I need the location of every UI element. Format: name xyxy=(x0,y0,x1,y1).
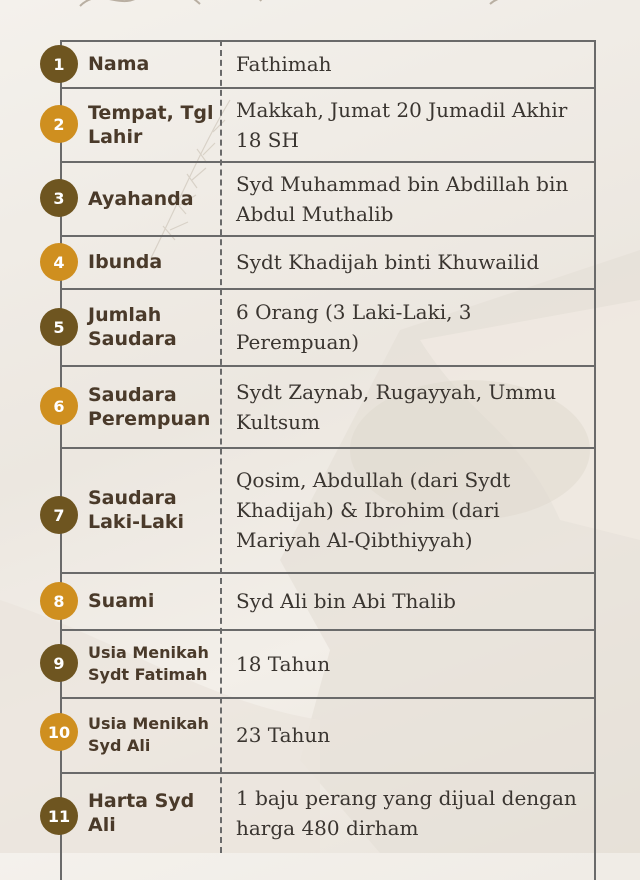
number-badge: 11 xyxy=(40,797,78,835)
row-value: 6 Orang (3 Laki-Laki, 3 Perempuan) xyxy=(236,300,472,354)
row-value: Sydt Khadijah binti Khuwailid xyxy=(236,250,540,274)
number-badge: 7 xyxy=(40,496,78,534)
row-label: Suami xyxy=(88,590,155,612)
number-badge: 1 xyxy=(40,45,78,83)
row-value: Syd Muhammad bin Abdillah bin Abdul Muthalib xyxy=(236,171,569,226)
number-badge: 9 xyxy=(40,644,78,682)
row-label: Ibunda xyxy=(88,251,163,273)
row-label: Saudara Laki-Laki xyxy=(88,487,185,533)
number-badge: 10 xyxy=(40,713,78,751)
table-row xyxy=(60,773,596,853)
number-badge: 2 xyxy=(40,105,78,143)
script-title-decoration xyxy=(60,0,580,16)
number-badge: 5 xyxy=(40,308,78,346)
number-badge: 3 xyxy=(40,179,78,217)
table-row xyxy=(60,289,596,365)
row-label: Ayahanda xyxy=(88,187,194,210)
row-value: Syd Ali bin Abi Thalib xyxy=(236,589,456,613)
table-row xyxy=(60,698,596,772)
table-row xyxy=(60,448,596,572)
row-label: Jumlah Saudara xyxy=(88,304,177,350)
row-label: Nama xyxy=(88,53,150,75)
table-row xyxy=(60,162,596,235)
row-label: Usia Menikah Syd Ali xyxy=(88,714,209,755)
number-badge: 4 xyxy=(40,243,78,281)
number-badge: 6 xyxy=(40,387,78,425)
row-label: Usia Menikah Sydt Fatimah xyxy=(88,642,209,684)
table-row xyxy=(60,366,596,447)
number-badge: 8 xyxy=(40,582,78,620)
table-row xyxy=(60,573,596,629)
row-value: 23 Tahun xyxy=(236,723,331,747)
table-row xyxy=(60,88,596,161)
table-row xyxy=(60,236,596,288)
row-value: Qosim, Abdullah (dari Sydt Khadijah) & Ibrohim (dari Mariyah Al-Qibthiyyah) xyxy=(236,468,511,552)
row-label: Harta Syd Ali xyxy=(88,790,195,836)
row-value: 18 Tahun xyxy=(236,651,331,676)
table-row xyxy=(60,630,596,697)
row-value: Makkah, Jumat 20 Jumadil Akhir 18 SH xyxy=(236,97,568,152)
row-value: Sydt Zaynab, Rugayyah, Ummu Kultsum xyxy=(236,379,557,434)
row-value: Fathimah xyxy=(236,52,332,76)
row-value: 1 baju perang yang dijual dengan harga 480 dirham xyxy=(236,786,577,840)
row-label: Saudara Perempuan xyxy=(88,383,211,430)
table-row xyxy=(60,41,596,87)
row-label: Tempat, Tgl Lahir xyxy=(88,101,214,148)
